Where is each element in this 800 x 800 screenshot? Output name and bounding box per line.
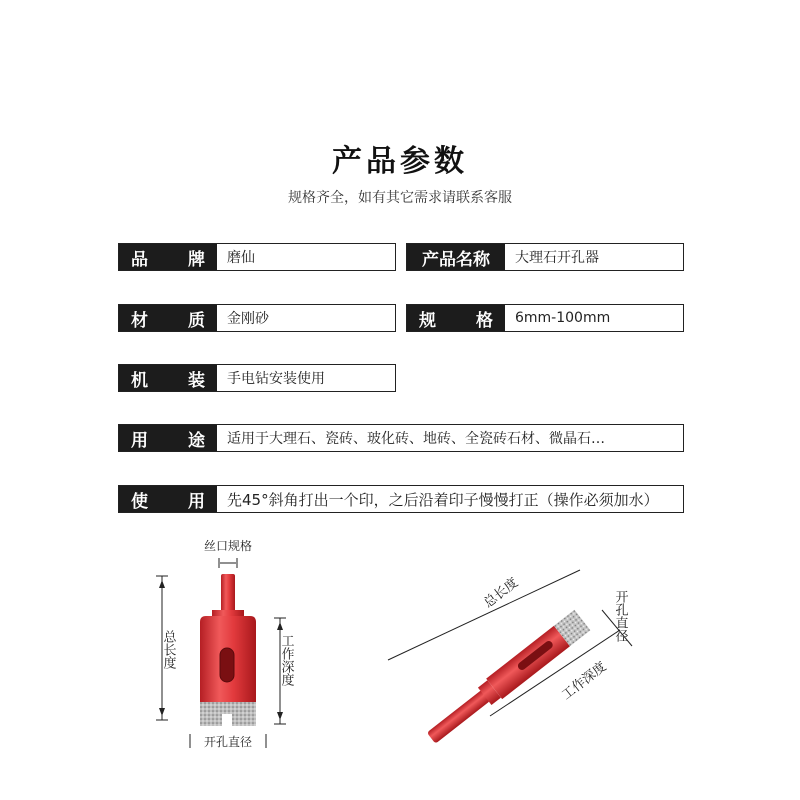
spec-row-product-name bbox=[406, 243, 684, 271]
spec-row-material bbox=[118, 304, 396, 332]
spec-value-size: 6mm-100mm bbox=[515, 310, 611, 326]
spec-row-usage bbox=[118, 485, 684, 513]
spec-row-machine bbox=[118, 364, 396, 392]
spec-value-brand: 磨仙 bbox=[227, 250, 255, 266]
spec-label: 材 质 bbox=[119, 305, 217, 331]
drill-shank bbox=[427, 690, 491, 744]
grit-notch bbox=[222, 714, 232, 726]
spec-label: 产品名称 bbox=[407, 244, 505, 270]
page-subtitle: 规格齐全，如有其它需求请联系客服 bbox=[288, 190, 512, 206]
spec-label: 用 途 bbox=[119, 425, 217, 451]
page-title: 产品参数 bbox=[332, 144, 468, 179]
spec-value-product-name: 大理石开孔器 bbox=[515, 250, 599, 266]
drill-shank bbox=[221, 574, 235, 614]
spec-label: 规 格 bbox=[407, 305, 505, 331]
work-depth-label: 工作深度 bbox=[278, 634, 294, 686]
total-length-label: 总长度 bbox=[481, 575, 522, 612]
spec-value-material: 金刚砂 bbox=[227, 311, 269, 327]
spec-label: 机 装 bbox=[119, 365, 217, 391]
total-length-label: 总长度 bbox=[160, 630, 176, 669]
spec-value-purpose: 适用于大理石、瓷砖、玻化砖、地砖、全瓷砖石材、微晶石… bbox=[227, 431, 605, 447]
spec-row-purpose bbox=[118, 424, 684, 452]
hole-diameter-label: 开孔直径 bbox=[612, 590, 628, 642]
work-depth-label: 工作深度 bbox=[559, 659, 610, 704]
spec-value-machine: 手电钻安装使用 bbox=[227, 371, 325, 387]
spec-label: 使 用 bbox=[119, 486, 217, 512]
drill-bit-vertical-diagram bbox=[140, 530, 310, 755]
drill-slot bbox=[220, 648, 234, 682]
thread-spec-arrow bbox=[219, 558, 237, 568]
thread-spec-label: 丝口规格 bbox=[203, 539, 253, 553]
spec-label: 品 牌 bbox=[119, 244, 217, 270]
spec-value-usage: 先45°斜角打出一个印，之后沿着印子慢慢打正（操作必须加水） bbox=[227, 490, 659, 509]
spec-row-brand bbox=[118, 243, 396, 271]
spec-row-size bbox=[406, 304, 684, 332]
hole-diameter-label: 开孔直径 bbox=[203, 735, 253, 749]
drill-bit-angled-diagram bbox=[370, 560, 640, 760]
